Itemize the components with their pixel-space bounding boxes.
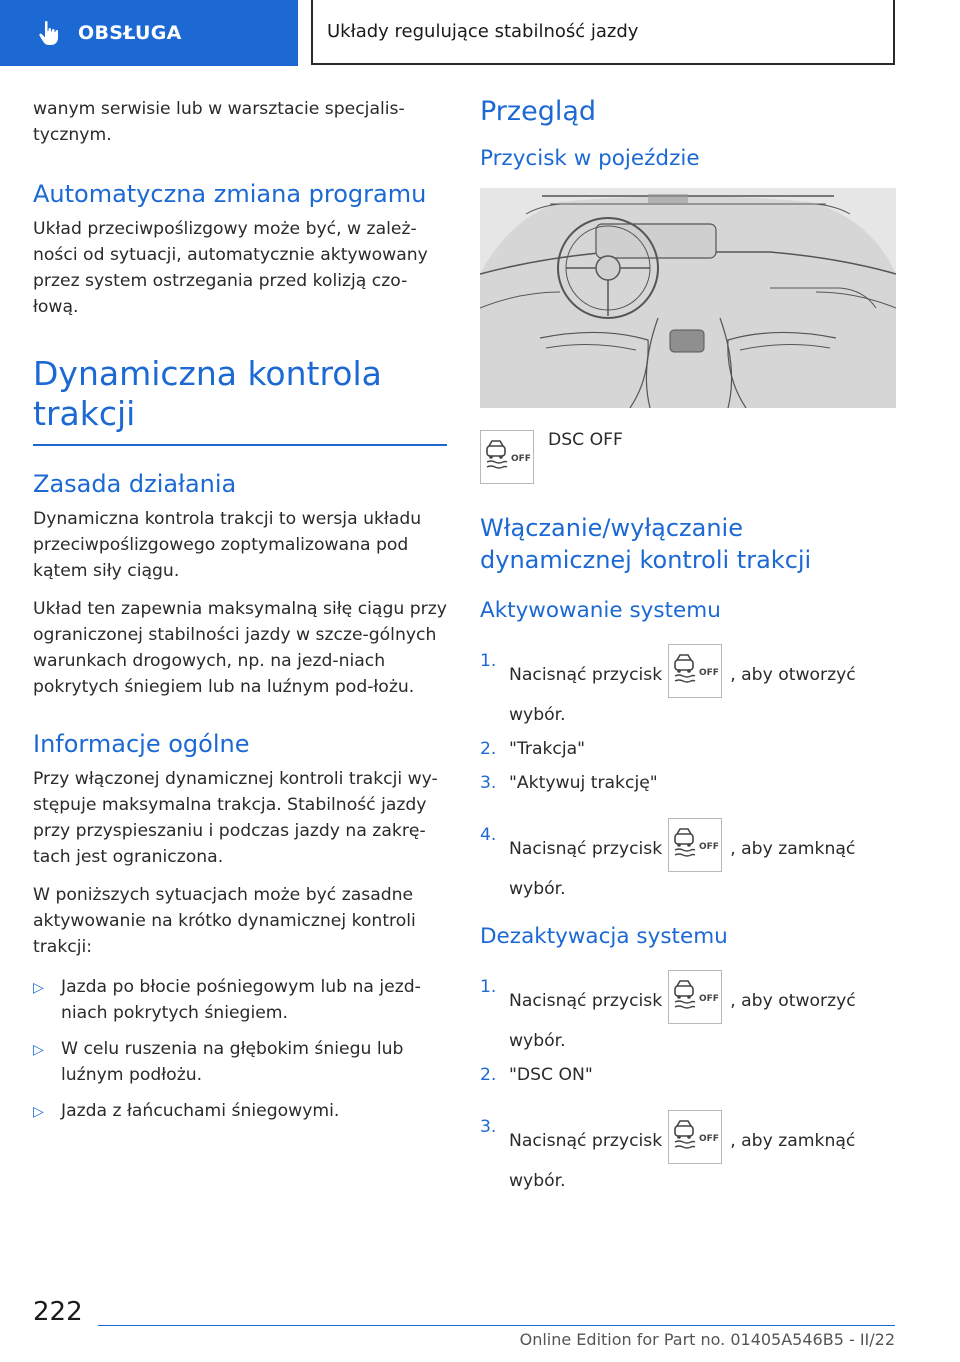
- dsc-off-icon: [668, 1110, 722, 1164]
- dsc-off-icon: [668, 818, 722, 872]
- deactivate-heading: Dezaktywacja systemu: [480, 924, 728, 949]
- heading-rule: [33, 444, 447, 446]
- list-item: 2. "Trakcja": [480, 739, 586, 759]
- list-item: 3. Nacisnąć przycisk OFF , aby zamknąć wybór.: [480, 1114, 896, 1194]
- triangle-bullet-icon: ▷: [33, 1104, 44, 1120]
- chapter-title: Układy regulujące stabilność jazdy: [311, 0, 895, 65]
- svg-text:OFF: OFF: [699, 1134, 720, 1144]
- button-heading: Przycisk w pojeździe: [480, 146, 700, 171]
- svg-text:OFF: OFF: [699, 668, 720, 678]
- triangle-bullet-icon: ▷: [33, 1042, 44, 1058]
- edition-footer: Online Edition for Part no. 01405A546B5 - II/22: [519, 1330, 895, 1349]
- svg-text:OFF: OFF: [511, 454, 531, 464]
- deactivate-steps: [480, 974, 896, 1194]
- general-heading: Informacje ogólne: [33, 730, 250, 758]
- section-tab: [0, 0, 298, 66]
- intro-paragraph: wanym serwisie lub w warsztacie specjalis-tycznym.: [33, 99, 405, 145]
- overview-heading: Przegląd: [480, 96, 597, 127]
- general-paragraph-2: W poniższych sytuacjach może być zasadne aktywowanie na krótko dynamicznej kontroli trakcji:: [33, 885, 416, 957]
- list-item: 3. "Aktywuj trakcję": [480, 773, 658, 793]
- principle-paragraph-2: Układ ten zapewnia maksymalną siłę ciągu przy ograniczonej stabilności jazdy w szcze-gólnych warunkach drogowych, np. na jezd-niach pokrytych śniegiem lub na luźnym pod-łożu.: [33, 599, 447, 697]
- principle-heading: Zasada działania: [33, 470, 237, 498]
- page-number: 222: [33, 1297, 83, 1327]
- svg-text:OFF: OFF: [699, 842, 720, 852]
- list-item: ▷ Jazda z łańcuchami śniegowymi.: [33, 1098, 447, 1124]
- situations-list: [33, 974, 447, 1124]
- auto-program-heading: Automatyczna zmiana programu: [33, 180, 427, 208]
- activate-steps: [480, 648, 896, 902]
- auto-program-text: Układ przeciwpoślizgowy może być, w zależ-ności od sytuacji, automatycznie aktywowany przez system ostrzegania przed kolizją czo-łową.: [33, 219, 428, 317]
- list-item: 1. Nacisnąć przycisk OFF , aby otworzyć wybór.: [480, 974, 896, 1054]
- activate-heading: Aktywowanie systemu: [480, 598, 721, 623]
- footer-rule: [98, 1325, 895, 1326]
- general-paragraph-1: Przy włączonej dynamicznej kontroli trakcji wy-stępuje maksymalna trakcja. Stabilność jazdy przy przyspieszaniu i podczas jazdy na zakrę-tach jest ograniczona.: [33, 769, 438, 867]
- principle-paragraph-1: Dynamiczna kontrola trakcji to wersja układu przeciwpoślizgowego zoptymalizowana pod kątem siły ciągu.: [33, 509, 422, 581]
- right-column: [480, 96, 896, 1194]
- list-item: 4. Nacisnąć przycisk OFF , aby zamknąć wybór.: [480, 822, 896, 902]
- dsc-off-label: DSC OFF: [548, 430, 623, 450]
- list-item: 1. Nacisnąć przycisk OFF , aby otworzyć wybór.: [480, 648, 896, 728]
- dsc-off-icon: [480, 430, 534, 484]
- svg-text:OFF: OFF: [699, 994, 720, 1004]
- dsc-off-row: [480, 430, 896, 484]
- triangle-bullet-icon: ▷: [33, 980, 44, 996]
- list-item: ▷ Jazda po błocie pośniegowym lub na jezd-niach pokrytych śniegiem.: [33, 977, 421, 1023]
- list-item: ▷ W celu ruszenia na głębokim śniegu lub luźnym podłożu.: [33, 1039, 404, 1085]
- dsc-off-icon: [668, 970, 722, 1024]
- left-column: [33, 96, 447, 1134]
- car-interior-illustration: [480, 188, 896, 408]
- main-heading: Dynamiczna kontrola trakcji: [33, 354, 382, 433]
- list-item: 2. "DSC ON": [480, 1065, 593, 1085]
- toggle-heading: Włączanie/wyłączanie dynamicznej kontroli trakcji: [480, 514, 812, 574]
- pointing-hand-icon: [36, 19, 64, 47]
- dsc-off-icon: [668, 644, 722, 698]
- section-title: OBSŁUGA: [78, 22, 182, 44]
